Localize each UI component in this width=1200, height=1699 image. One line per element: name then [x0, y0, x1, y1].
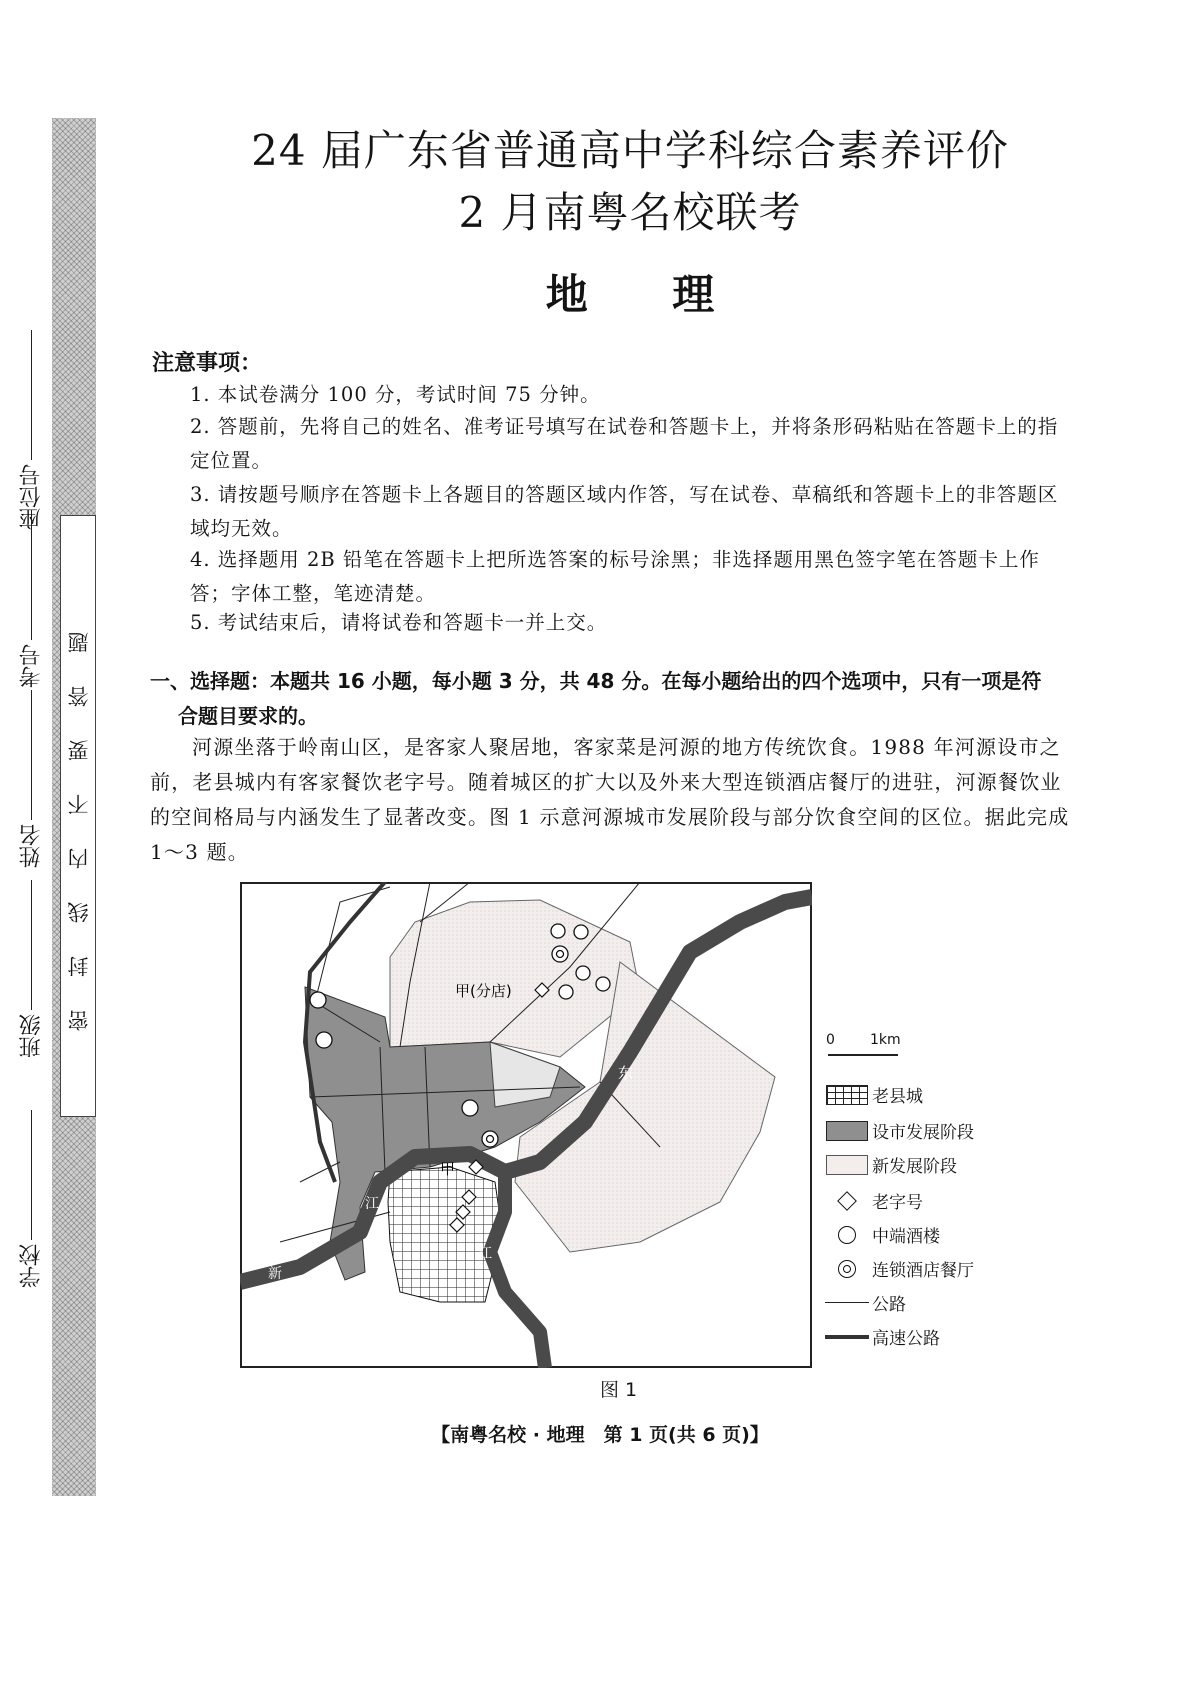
name-field: 姓名: [16, 690, 47, 868]
legend-old-brand: 老字号: [822, 1188, 923, 1213]
subject-title: 地 理: [545, 270, 715, 319]
scale-km: 1km: [870, 1032, 901, 1048]
city-map: [240, 882, 812, 1368]
circle-icon: [838, 1226, 856, 1244]
thin-line-icon: [825, 1302, 869, 1303]
label-jia-branch: 甲(分店): [455, 982, 512, 1000]
legend-road: 公路: [822, 1290, 906, 1315]
legend-mid-range: 中端酒楼: [822, 1222, 940, 1247]
city-map-figure: [240, 882, 812, 1368]
seat-number-field: 座位号: [16, 330, 47, 530]
notice-item-2: 2. 答题前，先将自己的姓名、准考证号填写在试卷和答题卡上，并将条形码粘贴在答题卡上的指定位置。: [190, 415, 1059, 472]
old-county-area: [388, 1167, 500, 1302]
notice-item-3: 3. 请按题号顺序在答题卡上各题目的答题区域内作答，写在试卷、草稿纸和答题卡上的非答题区域均无效。: [190, 483, 1059, 540]
restaurant-marker: [596, 977, 610, 991]
section-heading: [150, 664, 1070, 734]
legend-city-establishment: 设市发展阶段: [822, 1118, 974, 1143]
page-footer: 【南粤名校 · 地理 第 1 页(共 6 页)】: [431, 1424, 769, 1446]
section-heading-line2: 合题目要求的。: [178, 704, 318, 728]
notice-item-1: 1. 本试卷满分 100 分，考试时间 75 分钟。: [190, 383, 601, 406]
double-circle-icon: [838, 1260, 856, 1278]
notice-item-5: 5. 考试结束后，请将试卷和答题卡一并上交。: [190, 611, 608, 634]
restaurant-marker: [462, 1100, 478, 1116]
river-label-dong: 东: [618, 1064, 634, 1082]
river-label-xin: 新: [268, 1266, 282, 1282]
restaurant-marker: [576, 966, 590, 980]
legend-new-development: 新发展阶段: [822, 1152, 957, 1177]
restaurant-marker: [316, 1032, 332, 1048]
restaurant-marker: [574, 925, 588, 939]
label-jia: 甲: [440, 1160, 456, 1178]
river-label-feng: 丰: [350, 1292, 364, 1308]
map-legend: [822, 1024, 1062, 1364]
notice-heading: 注意事项：: [152, 351, 263, 376]
river-label-jiang-a: 江: [365, 1196, 379, 1212]
grid-icon: [826, 1085, 868, 1105]
notice-item-4: 4. 选择题用 2B 铅笔在答题卡上把所选答案的标号涂黑；非选择题用黑色签字笔在答题卡上作答；字体工整，笔迹清楚。: [190, 548, 1040, 605]
restaurant-marker: [559, 985, 573, 999]
question-intro: 河源坐落于岭南山区，是客家人聚居地，客家菜是河源的地方传统饮食。1988 年河源设市之前，老县城内有客家餐饮老字号。随着城区的扩大以及外来大型连锁酒店餐厅的进驻，河源餐饮业的空间格局与内涵发生了显著改变。图 1 示意河源城市发展阶段与部分饮食空间的区位。据此完成 1～3 题。: [150, 735, 1070, 864]
restaurant-marker: [551, 924, 565, 938]
scale-bar: [828, 1051, 898, 1056]
river-label-jiang-b: 江: [478, 1246, 492, 1262]
scale-zero: 0: [826, 1032, 835, 1048]
legend-old-county: 老县城: [822, 1082, 923, 1107]
school-field: 学校: [16, 1110, 47, 1288]
exam-title-line1: 24 届广东省普通高中学科综合素养评价: [251, 126, 1009, 175]
class-field: 班级: [16, 880, 47, 1058]
exam-number-field: 考号: [16, 510, 47, 688]
dark-fill-icon: [826, 1121, 868, 1141]
legend-chain-hotel: 连锁酒店餐厅: [822, 1256, 974, 1281]
exam-title-line2: 2 月南粤名校联考: [458, 188, 802, 237]
section-heading-line1: 一、选择题：本题共 16 小题，每小题 3 分，共 48 分。在每小题给出的四个选项中，只有一项是符: [150, 669, 1042, 693]
restaurant-marker: [310, 992, 326, 1008]
figure-caption: 图 1: [600, 1379, 638, 1401]
legend-highway: 高速公路: [822, 1324, 940, 1349]
light-fill-icon: [826, 1155, 868, 1175]
thick-line-icon: [825, 1335, 869, 1339]
diamond-icon: [837, 1191, 857, 1211]
binding-warning: 密封线内不要答题: [67, 599, 91, 1031]
